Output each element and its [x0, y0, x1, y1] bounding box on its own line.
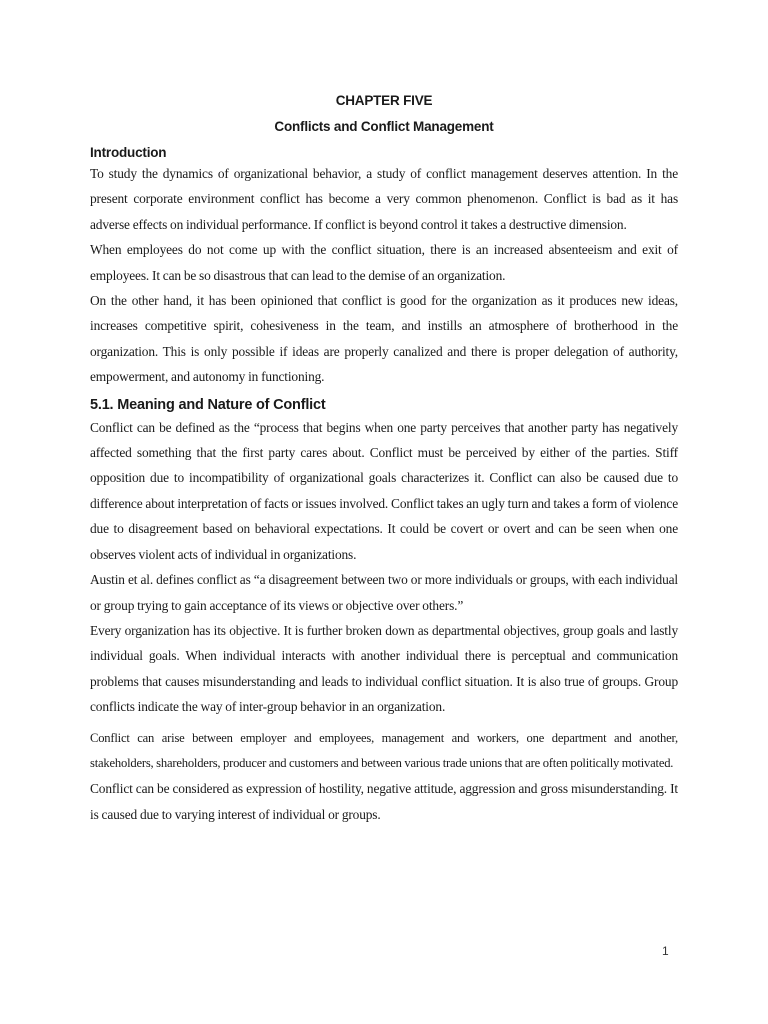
section-paragraph-1: Conflict can be defined as the “process that begins when one party perceives that another party has negatively affected something that the first party cares about. Conflict must be perceived by either of the parties. Stiff opposition due to incompatibility of organizational goals characterizes it. Conflict can also be caused due to difference about interpretation of facts or issues involved. Conflict takes an ugly turn and takes a form of violence due to disagreement based on behavioral expectations. It could be covert or overt and can be seen when one observes violent acts of individual in organizations. [90, 419, 678, 562]
page-number: 1 [662, 944, 669, 958]
section-paragraph-4: Conflict can arise between employer and employees, management and workers, one department and another, stakeholders, shareholders, producer and customers and between various trade unions that are often politically motivated. [90, 730, 678, 770]
intro-paragraph-1: To study the dynamics of organizational behavior, a study of conflict management deserves attention. In the present corporate environment conflict has become a very common phenomenon. Conflict is bad as it has adverse effects on individual performance. If conflict is beyond control it takes a destructive dimension. [90, 166, 678, 232]
section-heading: 5.1. Meaning and Nature of Conflict [90, 396, 326, 413]
section-paragraph-5: Conflict can be considered as expression of hostility, negative attitude, aggression and gross misunderstanding. It is caused due to varying interest of individual or groups. [90, 781, 678, 822]
introduction-heading: Introduction [90, 145, 167, 160]
document-page [90, 84, 678, 827]
chapter-label: CHAPTER FIVE [335, 93, 433, 108]
intro-paragraph-2: When employees do not come up with the conflict situation, there is an increased absenteeism and exit of employees. It can be so disastrous that can lead to the demise of an organization. [90, 242, 678, 283]
section-paragraph-3: Every organization has its objective. It is further broken down as departmental objectives, group goals and lastly individual goals. When individual interacts with another individual there is perceptual and communication problems that causes misunderstanding and leads to individual conflict situation. It is also true of groups. Group conflicts indicate the way of inter-group behavior in an organization. [90, 622, 678, 715]
chapter-title: Conflicts and Conflict Management [274, 119, 494, 134]
intro-paragraph-3: On the other hand, it has been opinioned that conflict is good for the organization as it produces new ideas, increases competitive spirit, cohesiveness in the team, and instills an atmosphere of brotherhood in the organization. This is only possible if ideas are properly canalized and there is proper delegation of authority, empowerment, and autonomy in functioning. [90, 293, 678, 385]
section-paragraph-2: Austin et al. defines conflict as “a disagreement between two or more individuals or groups, with each individual or group trying to gain acceptance of its views or objective over others.” [90, 572, 678, 613]
